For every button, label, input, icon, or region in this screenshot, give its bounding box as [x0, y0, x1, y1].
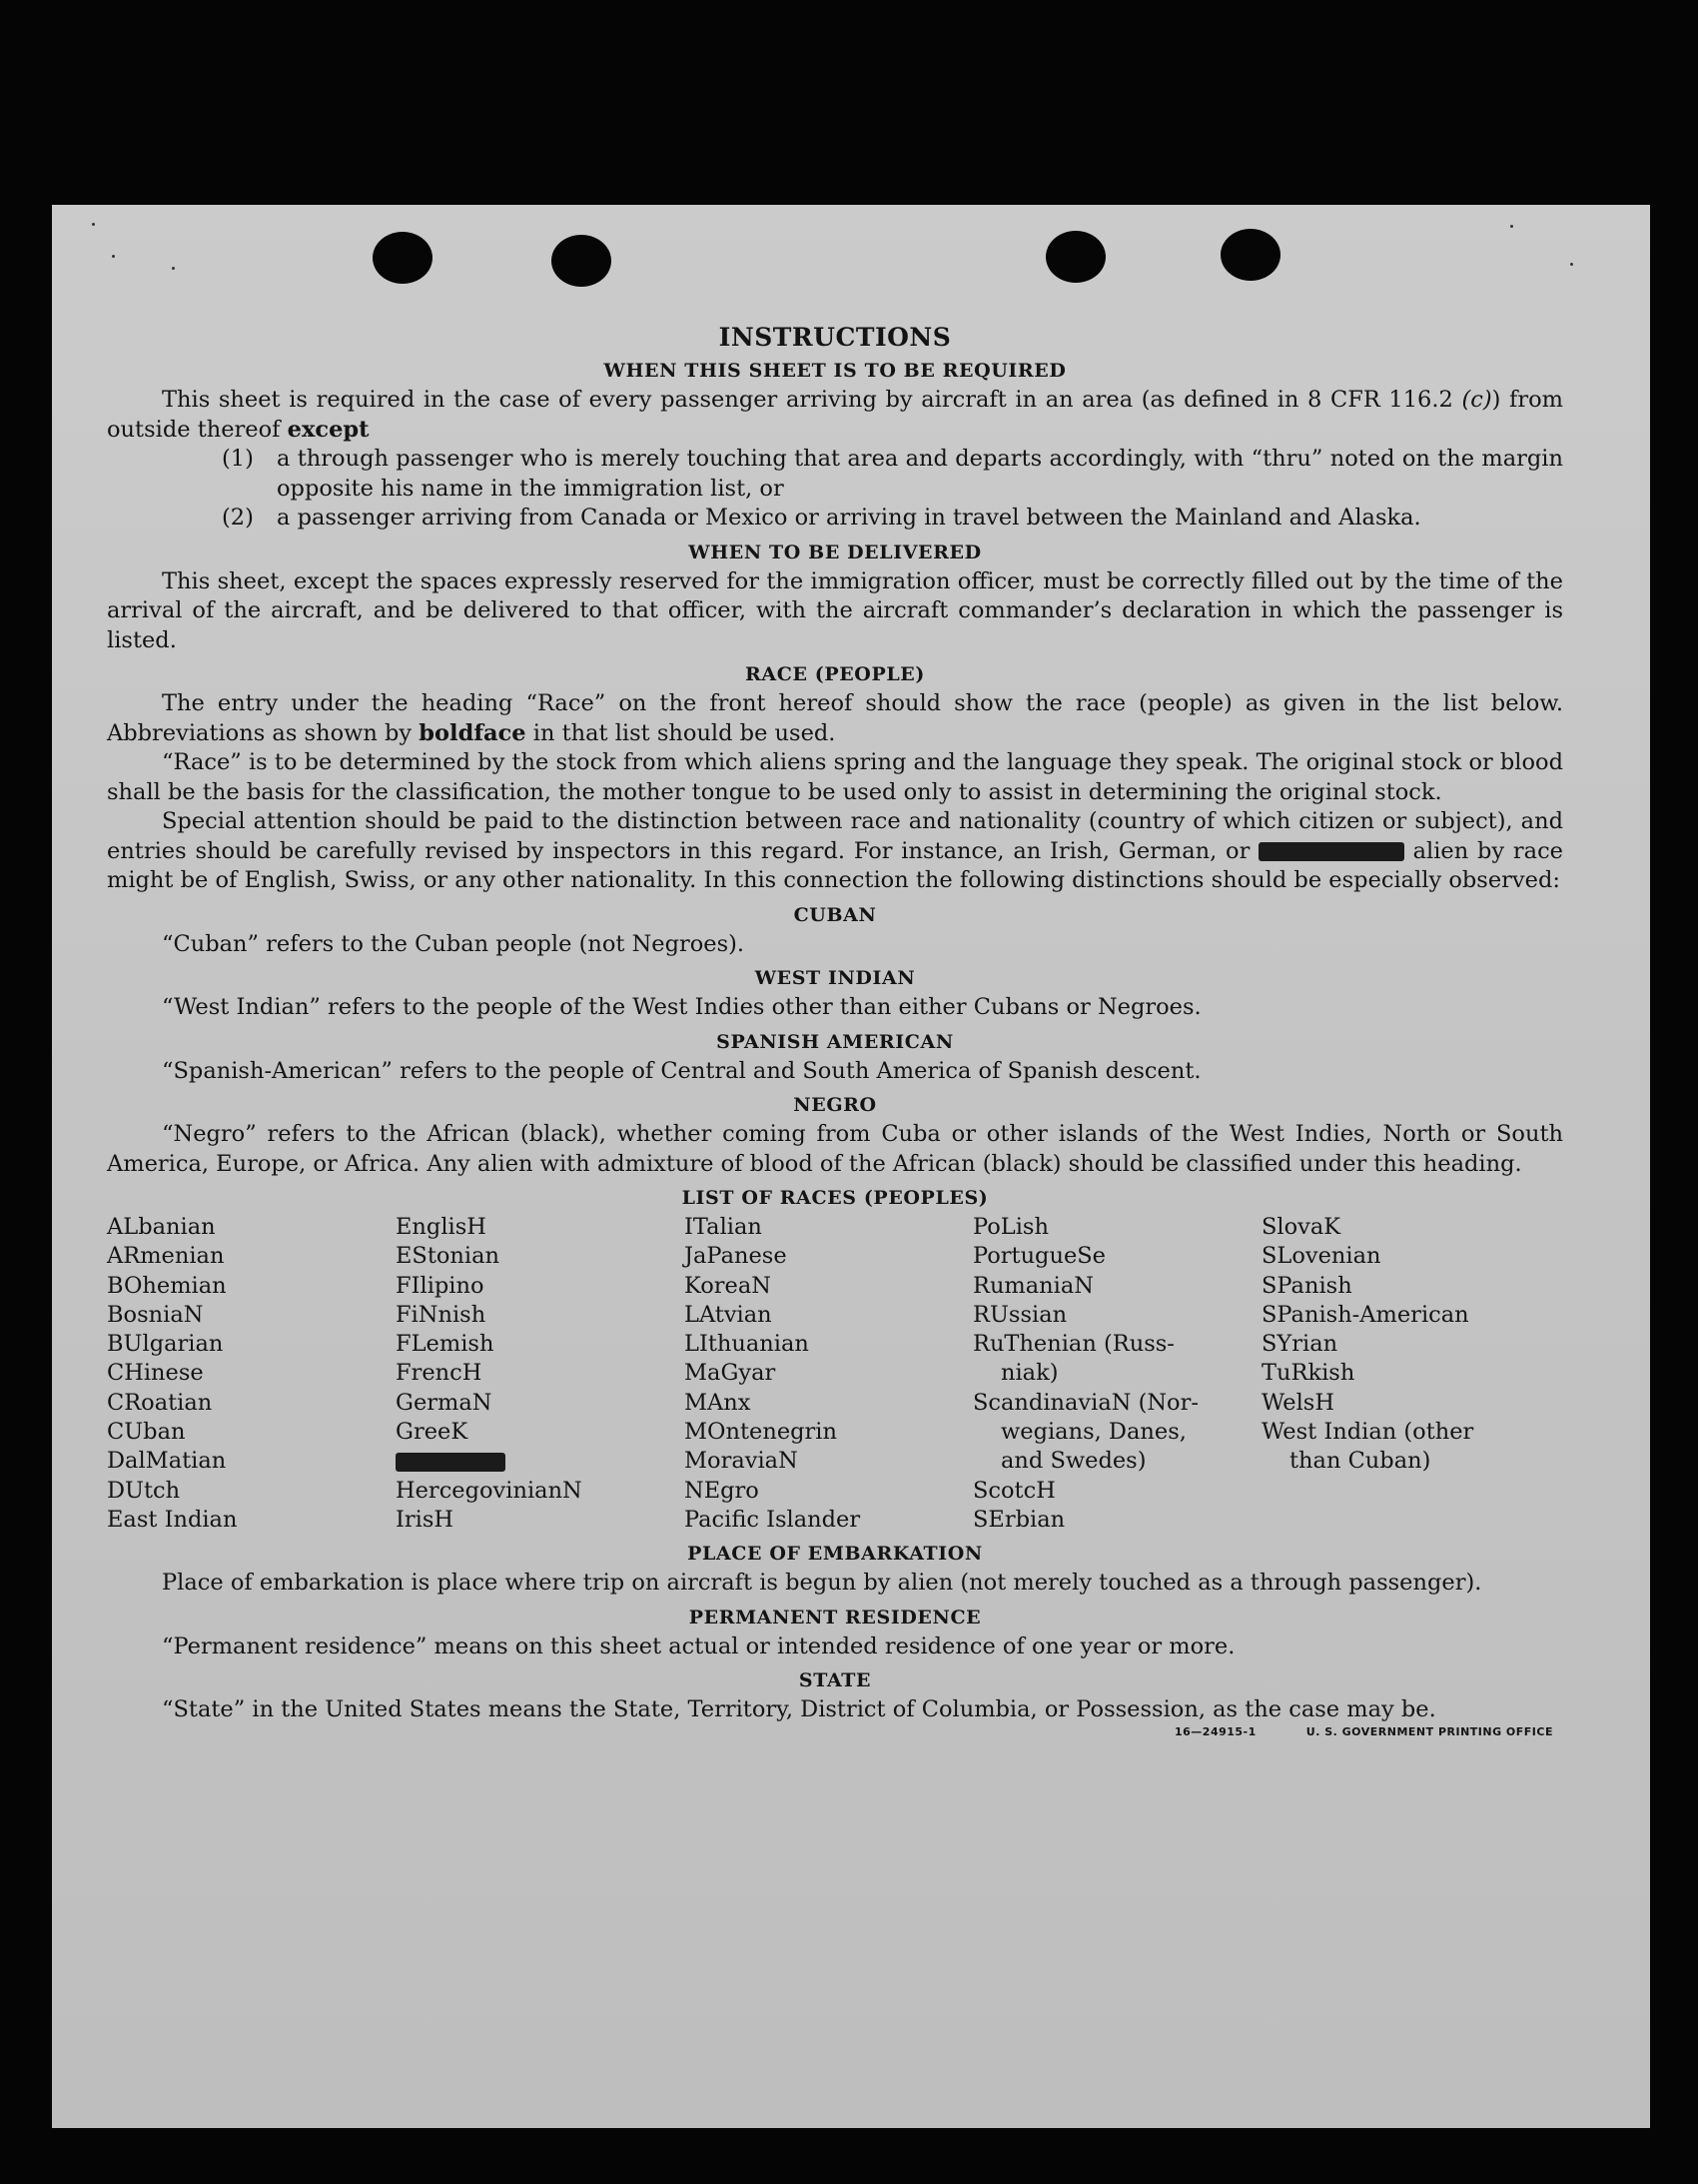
embarkation-text: Place of embarkation is place where trip on aircraft is begun by alien (not merely touched as a through passenger). — [162, 1570, 1482, 1597]
race-entry: IrisH — [396, 1506, 454, 1533]
race-entry: wegians, Danes, — [1001, 1419, 1187, 1446]
heading-state: STATE — [798, 1669, 872, 1692]
delivered-text: This sheet, except the spaces expressly reserved for the immigration officer, must be correctly filled out by the time of the arrival of the aircraft, and be delivered to that officer, with the aircraft commander’s declaration in which the passenger is listed. — [107, 567, 1563, 653]
race-entry: WelsH — [1262, 1389, 1334, 1416]
race-entry: NEgro — [684, 1477, 759, 1504]
race-entry: SPanish — [1262, 1272, 1352, 1299]
punch-hole — [1046, 231, 1106, 283]
heading-when-delivered: WHEN TO BE DELIVERED — [688, 541, 982, 563]
race-entry: FrencH — [396, 1360, 482, 1387]
race-entry: MaGyar — [684, 1360, 776, 1387]
race-column — [107, 1213, 396, 1535]
race-entry: JaPanese — [684, 1243, 787, 1270]
race-entry: EStonian — [396, 1243, 500, 1270]
punch-hole — [373, 232, 432, 284]
west-indian-text: “West Indian” refers to the people of the West Indies other than either Cubans or Negroes. — [162, 994, 1202, 1020]
race-entry: TuRkish — [1262, 1360, 1355, 1387]
race-entry: HercegovinianN — [396, 1477, 582, 1504]
printer-name: U. S. GOVERNMENT PRINTING OFFICE — [1305, 1724, 1553, 1738]
race-entry: GreeK — [396, 1419, 468, 1446]
speck — [172, 267, 175, 270]
race-paragraph-2: “Race” is to be determined by the stock from which aliens spring and the language they speak. The original stock or blood shall be the basis for the classification, the mother tongue to be used only to assist in determining the original stock. — [107, 749, 1563, 805]
race-column — [973, 1213, 1262, 1535]
race-column — [1262, 1213, 1550, 1535]
race-entry: CRoatian — [107, 1389, 213, 1416]
race-entry: West Indian (other — [1262, 1419, 1474, 1446]
redacted-word — [1259, 842, 1404, 861]
race-entry: DUtch — [107, 1477, 181, 1504]
race-column — [684, 1213, 973, 1535]
race-entry: PortugueSe — [973, 1243, 1107, 1270]
heading-race: RACE (PEOPLE) — [745, 663, 925, 685]
race-entry: BosniaN — [107, 1301, 204, 1328]
race-column — [396, 1213, 684, 1535]
speck — [1510, 225, 1513, 228]
race-entry: PoLish — [973, 1214, 1049, 1240]
heading-permanent-residence: PERMANENT RESIDENCE — [688, 1606, 982, 1629]
race-entry: Pacific Islander — [684, 1506, 861, 1533]
heading-cuban: CUBAN — [793, 903, 877, 926]
race-entry: MoraviaN — [684, 1448, 798, 1475]
heading-west-indian: WEST INDIAN — [754, 967, 916, 989]
required-intro: This sheet is required in the case of every passenger arriving by aircraft in an area (as defined in 8 CFR 116.2 (c)) from outside thereof except — [107, 387, 1563, 443]
race-entry: LAtvian — [684, 1301, 772, 1328]
speck — [92, 223, 95, 226]
required-item-2: (2) a passenger arriving from Canada or Mexico or arriving in travel between the Mainland and Alaska. — [222, 505, 1421, 531]
race-entry: SYrian — [1262, 1331, 1338, 1358]
punch-hole — [551, 235, 611, 287]
cuban-text: “Cuban” refers to the Cuban people (not Negroes). — [162, 930, 745, 957]
race-entry: MAnx — [684, 1389, 751, 1416]
race-entry: than Cuban) — [1289, 1448, 1431, 1475]
race-entry: BUlgarian — [107, 1331, 224, 1358]
race-entry: GermaN — [396, 1389, 492, 1416]
race-entry: RumaniaN — [973, 1272, 1094, 1299]
spanish-american-text: “Spanish-American” refers to the people of Central and South America of Spanish descent. — [162, 1057, 1202, 1084]
race-entry: FiNnish — [396, 1301, 486, 1328]
race-entry: ALbanian — [107, 1214, 216, 1240]
race-entry: ARmenian — [107, 1243, 225, 1270]
heading-when-required: WHEN THIS SHEET IS TO BE REQUIRED — [603, 360, 1067, 382]
required-item-1: (1) a through passenger who is merely touching that area and departs accordingly, with “thru” noted on the margin opposite his name in the immigration list, or — [222, 446, 1563, 502]
footer — [107, 1725, 1563, 1738]
race-entry: and Swedes) — [1001, 1448, 1147, 1475]
punch-hole — [1221, 229, 1280, 281]
heading-negro: NEGRO — [793, 1094, 877, 1116]
race-entry: ScotcH — [973, 1477, 1056, 1504]
race-entry: BOhemian — [107, 1272, 227, 1299]
race-paragraph-1: The entry under the heading “Race” on the front hereof should show the race (people) as given in the list below. Abbreviations as shown by boldface in that list should be used. — [107, 690, 1563, 746]
residence-text: “Permanent residence” means on this sheet actual or intended residence of one year or more. — [162, 1633, 1236, 1659]
race-entry: RUssian — [973, 1301, 1068, 1328]
race-entry: ScandinaviaN (Nor- — [973, 1389, 1199, 1416]
race-entry: EnglisH — [396, 1214, 486, 1240]
races-list — [107, 1213, 1563, 1535]
race-entry — [396, 1447, 684, 1476]
race-entry: RuThenian (Russ- — [973, 1331, 1175, 1358]
race-entry: KoreaN — [684, 1272, 771, 1299]
speck — [1570, 263, 1573, 266]
race-entry: East Indian — [107, 1506, 238, 1533]
race-entry: SPanish-American — [1262, 1301, 1469, 1328]
heading-spanish-american: SPANISH AMERICAN — [716, 1030, 954, 1053]
negro-text: “Negro” refers to the African (black), whether coming from Cuba or other islands of the West Indies, North or South America, Europe, or Africa. Any alien with admixture of blood of the African (black) should be classified under this heading. — [107, 1121, 1563, 1177]
race-entry: SErbian — [973, 1506, 1066, 1533]
race-entry: MOntenegrin — [684, 1419, 837, 1446]
race-entry: CHinese — [107, 1360, 204, 1387]
race-entry: ITalian — [684, 1214, 762, 1240]
speck — [112, 255, 115, 258]
instructions-content — [107, 323, 1563, 1738]
race-entry: FIlipino — [396, 1272, 484, 1299]
race-entry: LIthuanian — [684, 1331, 809, 1358]
heading-list-of-races: LIST OF RACES (PEOPLES) — [681, 1187, 989, 1209]
race-entry: niak) — [1001, 1360, 1059, 1387]
race-entry: FLemish — [396, 1331, 494, 1358]
page-title: INSTRUCTIONS — [718, 323, 952, 352]
race-entry: SLovenian — [1262, 1243, 1381, 1270]
race-entry: SlovaK — [1262, 1214, 1341, 1240]
form-number: 16—24915-1 — [1174, 1724, 1257, 1738]
race-paragraph-3: Special attention should be paid to the distinction between race and nationality (country of which citizen or subject), and entries should be carefully revised by inspectors in this regard. For instance, an Irish, German, or alien by race might be of English, Swiss, or any other nationality. In this connection the following distinctions should be especially observed: — [107, 808, 1563, 893]
state-text: “State” in the United States means the State, Territory, District of Columbia, or Possession, as the case may be. — [162, 1696, 1436, 1723]
race-entry: CUban — [107, 1419, 186, 1446]
redacted-race-entry — [396, 1453, 505, 1472]
heading-embarkation: PLACE OF EMBARKATION — [687, 1543, 983, 1566]
race-entry: DalMatian — [107, 1448, 227, 1475]
document-sheet — [52, 205, 1650, 2128]
